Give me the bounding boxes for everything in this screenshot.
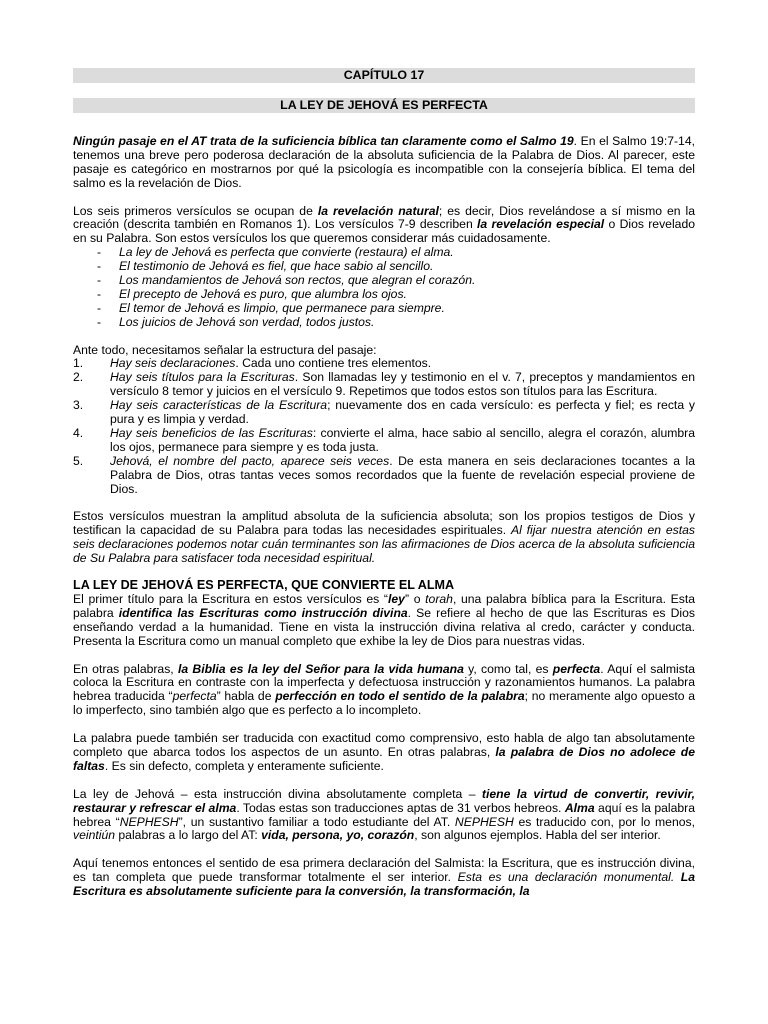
- list-item: - Los juicios de Jehová son verdad, todos justos.: [97, 314, 375, 329]
- perfect-paragraph: En otras palabras, la Biblia es la ley del Señor para la vida humana y, como tal, es perfecta. Aquí el salmista coloca la Escritura en contraste con la imperfecta y defectuosa instrucción y razonamientos humanos. La palabra hebrea traducida “perfecta” habla de perfección en todo el sentido de la palabra; no meramente algo opuesto a lo imperfecto, sino también algo que es perfecto a lo incompleto.: [73, 661, 696, 718]
- section-heading: LA LEY DE JEHOVÁ ES PERFECTA, QUE CONVIERTE EL ALMA: [73, 578, 455, 593]
- list-item: 1. Hay seis declaraciones. Cada uno contiene tres elementos.: [73, 356, 432, 371]
- list-item: 2. Hay seis títulos para la Escrituras. Son llamadas ley y testimonio en el v. 7, preceptos y mandamientos en versículo 8 temor y juicios en el versículo 9. Repetimos que todos estos son títulos para las Escritura.: [73, 370, 695, 399]
- intro-paragraph: Ningún pasaje en el AT trata de la suficiencia bíblica tan claramente como el Salmo 19. En el Salmo 19:7-14, tenemos una breve pero poderosa declaración de la absoluta suficiencia de la Palabra de Dios. Al parecer, este pasaje es categórico en mostrarnos por qué la psicología es incompatible con la consejería bíblica. El tema del salmo es la revelación de Dios.: [73, 134, 695, 190]
- list-item: - El testimonio de Jehová es fiel, que hace sabio al sencillo.: [97, 259, 434, 274]
- list-item: 3. Hay seis características de la Escritura; nuevamente dos en cada versículo: es perfecta y fiel; es recta y pura y es limpia y verdad.: [73, 398, 695, 427]
- conclusion-paragraph: Aquí tenemos entonces el sentido de esa primera declaración del Salmista: la Escritura, que es instrucción divina, es tan completa que puede transformar totalmente el ser interior. Esta es una declaración monumental. La Escritura es absolutamente suficiente para la conversión, la transformación, la: [73, 856, 696, 899]
- chapter-title: LA LEY DE JEHOVÁ ES PERFECTA: [73, 98, 695, 113]
- list-item: 4. Hay seis beneficios de las Escrituras: convierte el alma, hace sabio al sencillo, alegra el corazón, alumbra los ojos, permanece para siempre y es toda justa.: [73, 426, 695, 454]
- list-item: - Los mandamientos de Jehová son rectos, que alegran el corazón.: [97, 273, 476, 288]
- document-page: [73, 68, 695, 899]
- list-item: - La ley de Jehová es perfecta que convierte (restaura) el alma.: [97, 245, 454, 260]
- soul-paragraph: La ley de Jehová – esta instrucción divina absolutamente completa – tiene la virtud de convertir, revivir, restaurar y refrescar el alma. Todas estas son traducciones aptas de 31 verbos hebreos. Alma aquí es la palabra hebrea “NEPHESH”, un sustantivo familiar a todo estudiante del AT. NEPHESH es traducido con, por lo menos, veintiún palabras a lo largo del AT: vida, persona, yo, corazón, son algunos ejemplos. Habla del ser interior.: [73, 786, 695, 843]
- list-item: - El precepto de Jehová es puro, que alumbra los ojos.: [97, 286, 407, 301]
- structure-list: [73, 357, 695, 496]
- law-paragraph: El primer título para la Escritura en estos versículos es “ley” o torah, una palabra bíblica para la Escritura. Esta palabra identifica las Escrituras como instrucción divina. Se refiere al hecho de que las Escrituras es Dios enseñando verdad a la humanidad. Tiene en vista la instrucción divina relativa al credo, carácter y conducta. Presenta la Escritura como un manual completo que exhibe la ley de Dios para nuestras vidas.: [73, 592, 696, 648]
- comprehensive-paragraph: La palabra puede también ser traducida con exactitud como comprensivo, esto habla de algo tan absolutamente completo que abarca todos los aspectos de un asunto. En otras palabras, la palabra de Dios no adolece de faltas. Es sin defecto, completa y enteramente suficiente.: [73, 731, 696, 773]
- declarations-list: [73, 246, 695, 329]
- sufficiency-paragraph: Estos versículos muestran la amplitud absoluta de la suficiencia absoluta; son los propios testigos de Dios y testifican la capacidad de su Palabra para todas las necesidades espirituales. Al fijar nuestra atención en estas seis declaraciones podemos notar cuán terminantes son las afirmaciones de Dios acerca de la absoluta suficiencia de Su Palabra para satisfacer toda necesidad espiritual.: [73, 509, 695, 566]
- structure-intro: Ante todo, necesitamos señalar la estructura del pasaje:: [73, 342, 377, 357]
- chapter-number: CAPÍTULO 17: [73, 68, 695, 83]
- list-item: 5. Jehová, el nombre del pacto, aparece seis veces. De esta manera en seis declaraciones tocantes a la Palabra de Dios, otras tantas veces somos recordados que la fuente de revelación especial proviene de Dios.: [73, 453, 695, 496]
- revelation-paragraph: Los seis primeros versículos se ocupan de la revelación natural; es decir, Dios revelándose a sí mismo en la creación (descrita también en Romanos 1). Los versículos 7-9 describen la revelación especial o Dios revelado en su Palabra. Son estos versículos los que queremos considerar más cuidadosamente.: [73, 203, 695, 246]
- list-item: - El temor de Jehová es limpio, que permanece para siempre.: [97, 300, 445, 315]
